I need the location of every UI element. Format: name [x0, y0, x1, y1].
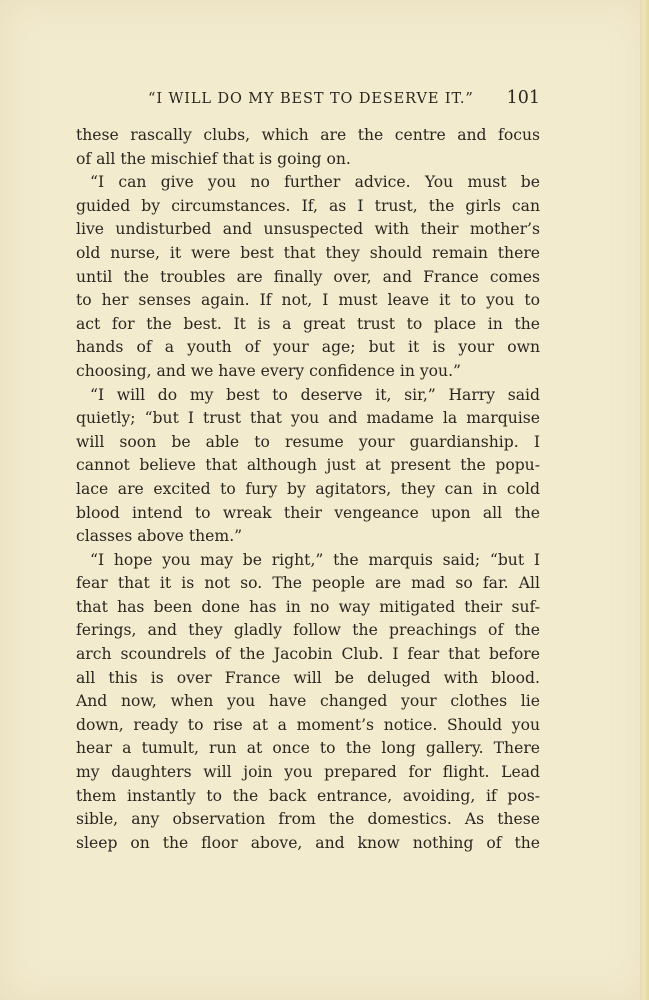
text-line: of all the mischief that is going on.: [76, 149, 351, 168]
text-line: classes above them.”: [76, 527, 243, 546]
text-line: lace are excited to fury by agitators, they can in cold: [76, 479, 540, 498]
text-line: act for the best. It is a great trust to place in the: [76, 314, 540, 333]
text-line: hear a tumult, run at once to the long gallery. There: [76, 739, 540, 758]
text-line: fear that it is not so. The people are mad so far. All: [76, 574, 540, 593]
text-line: arch scoundrels of the Jacobin Club. I fear that before: [76, 645, 540, 664]
text-line: will soon be able to resume your guardianship. I: [76, 432, 540, 451]
text-line: that has been done has in no way mitigated their suf-: [76, 597, 540, 616]
text-line: “I hope you may be right,” the marquis said; “but I: [90, 550, 540, 569]
text-line: until the troubles are finally over, and France comes: [76, 267, 540, 286]
text-line: sible, any observation from the domestics. As these: [76, 810, 540, 829]
text-line: cannot believe that although just at present the popu-: [76, 456, 540, 475]
running-head: “I WILL DO MY BEST TO DESERVE IT.”: [148, 91, 474, 107]
text-line: these rascally clubs, which are the centre and focus: [76, 126, 540, 144]
text-line: hands of a youth of your age; but it is your own: [76, 338, 540, 357]
text-line: live undisturbed and unsuspected with their mother’s: [76, 220, 540, 239]
text-line: quietly; “but I trust that you and madame la marquise: [76, 409, 540, 428]
text-line: And now, when you have changed your clothes lie: [76, 692, 540, 711]
page-header: [148, 88, 540, 110]
text-line: all this is over France will be deluged with blood.: [76, 668, 540, 687]
text-line: down, ready to rise at a moment’s notice. Should you: [76, 715, 540, 734]
text-line: blood intend to wreak their vengeance upon all the: [76, 503, 540, 522]
text-line: ferings, and they gladly follow the preachings of the: [76, 621, 540, 640]
text-line: them instantly to the back entrance, avoiding, if pos-: [76, 786, 540, 805]
page-edge: [640, 0, 649, 1000]
text-line: my daughters will join you prepared for flight. Lead: [76, 763, 540, 782]
text-line: sleep on the floor above, and know nothing of the: [76, 833, 540, 852]
text-line: to her senses again. If not, I must leave it to you to: [76, 291, 540, 310]
text-line: old nurse, it were best that they should remain there: [76, 243, 540, 262]
text-line: guided by circumstances. If, as I trust, the girls can: [76, 196, 540, 215]
text-line: “I will do my best to deserve it, sir,” Harry said: [90, 385, 540, 404]
text-line: “I can give you no further advice. You must be: [90, 173, 540, 192]
body-text: [76, 124, 540, 855]
text-line: choosing, and we have every confidence in you.”: [76, 361, 462, 380]
page-number: 101: [506, 88, 540, 108]
